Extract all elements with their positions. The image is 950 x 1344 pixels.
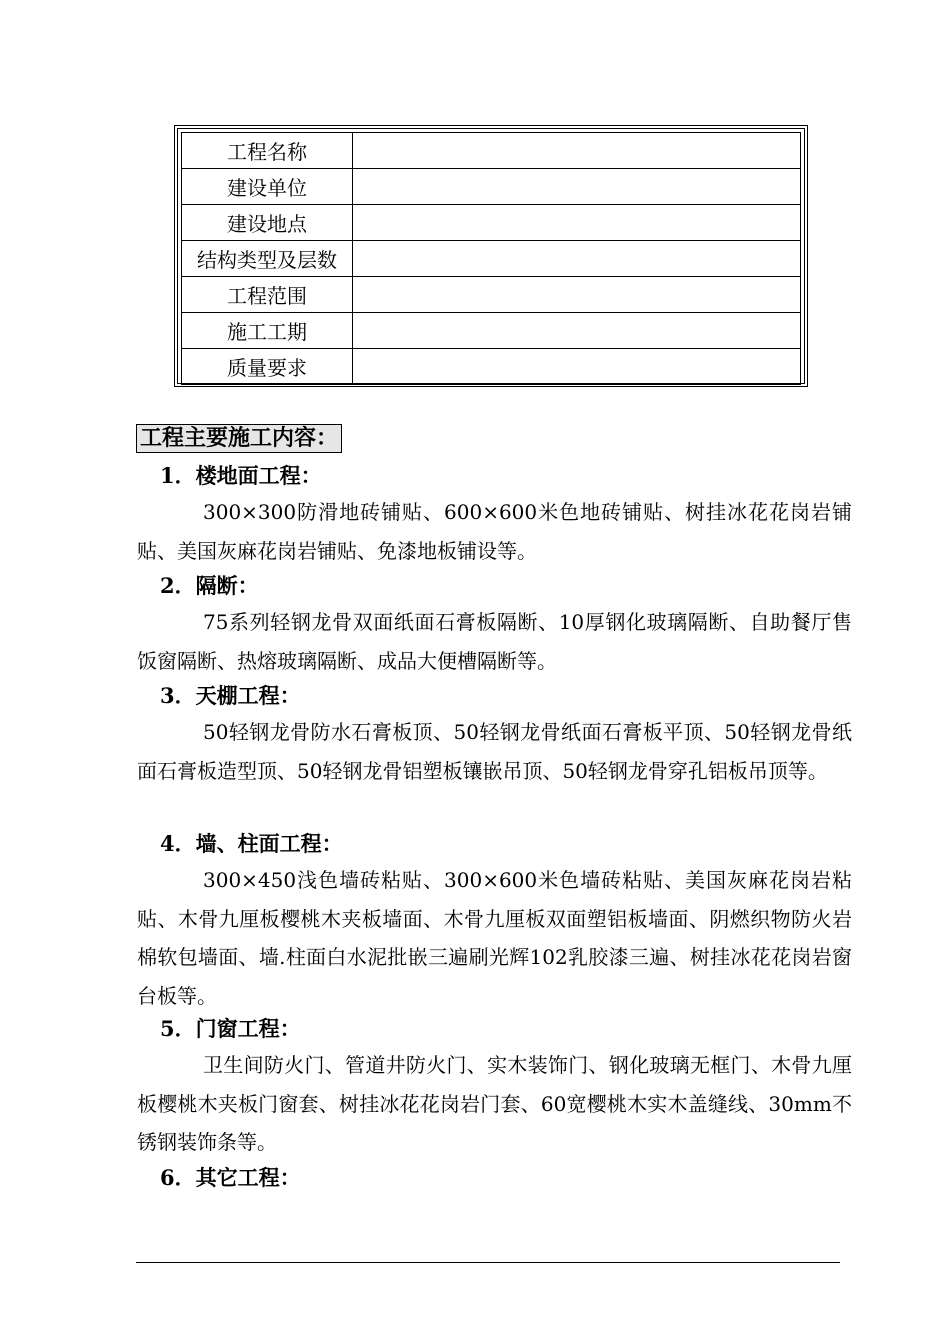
row-value <box>353 241 801 277</box>
row-label: 结构类型及层数 <box>182 241 353 277</box>
project-info-table <box>174 125 808 387</box>
subsection-title-doors: 5．门窗工程： <box>160 1016 301 1041</box>
row-label: 工程范围 <box>182 277 353 313</box>
table-row <box>182 277 801 313</box>
subsection-title-other: 6．其它工程： <box>160 1165 301 1190</box>
row-label: 质量要求 <box>182 349 353 385</box>
row-label: 建设地点 <box>182 205 353 241</box>
subsection-body-wall: 300×450浅色墙砖粘贴、300×600米色墙砖粘贴、美国灰麻花岗岩粘贴、木骨九厘板樱桃木夹板墙面、木骨九厘板双面塑铝板墙面、阴燃织物防火岩棉软包墙面、墙.柱面白水泥批嵌三遍刷光辉102乳胶漆三遍、树挂冰花花岗岩窗台板等。 <box>137 868 852 1008</box>
table-row <box>182 133 801 169</box>
subsection-title-ceiling: 3．天棚工程： <box>160 683 301 708</box>
row-label: 建设单位 <box>182 169 353 205</box>
subsection-body-doors: 卫生间防火门、管道井防火门、实木装饰门、钢化玻璃无框门、木骨九厘板樱桃木夹板门窗套、树挂冰花花岗岩门套、60宽樱桃木实木盖缝线、30mm不锈钢装饰条等。 <box>137 1053 852 1154</box>
row-value <box>353 205 801 241</box>
table-row <box>182 313 801 349</box>
subsection-title-wall: 4．墙、柱面工程： <box>160 831 343 856</box>
subsection-body-ceiling: 50轻钢龙骨防水石膏板顶、50轻钢龙骨纸面石膏板平顶、50轻钢龙骨纸面石膏板造型顶、50轻钢龙骨铝塑板镶嵌吊顶、50轻钢龙骨穿孔铝板吊顶等。 <box>137 720 852 783</box>
footer-divider <box>136 1262 840 1263</box>
row-label: 工程名称 <box>182 133 353 169</box>
section-heading: 工程主要施工内容： <box>136 424 342 453</box>
row-value <box>353 133 801 169</box>
table-row <box>182 241 801 277</box>
table-row <box>182 205 801 241</box>
row-label: 施工工期 <box>182 313 353 349</box>
subsection-title-floor: 1．楼地面工程： <box>160 463 322 488</box>
subsection-body-partition: 75系列轻钢龙骨双面纸面石膏板隔断、10厚钢化玻璃隔断、自助餐厅售饭窗隔断、热熔玻璃隔断、成品大便槽隔断等。 <box>137 610 852 673</box>
subsection-title-partition: 2．隔断： <box>160 573 259 598</box>
row-value <box>353 349 801 385</box>
row-value <box>353 169 801 205</box>
row-value <box>353 313 801 349</box>
row-value <box>353 277 801 313</box>
table-row <box>182 169 801 205</box>
table-row <box>182 349 801 385</box>
subsection-body-floor: 300×300防滑地砖铺贴、600×600米色地砖铺贴、树挂冰花花岗岩铺贴、美国灰麻花岗岩铺贴、免漆地板铺设等。 <box>137 500 852 563</box>
